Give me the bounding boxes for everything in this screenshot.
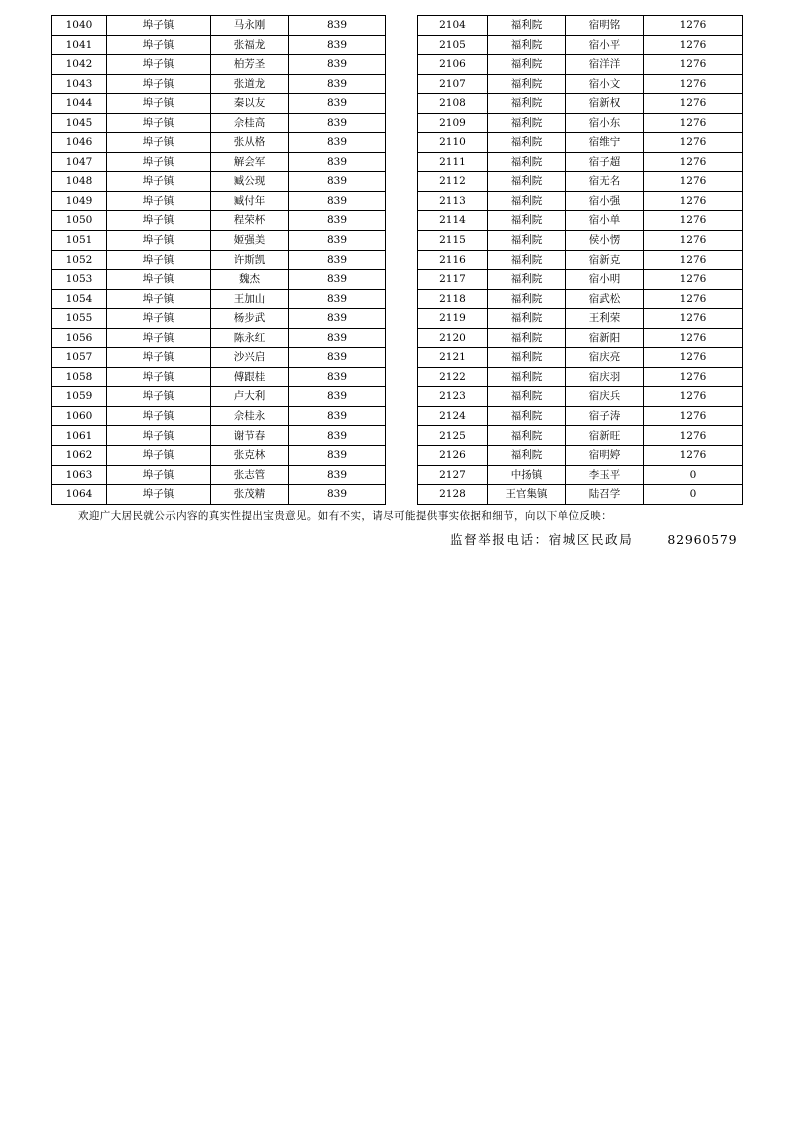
table-row — [418, 35, 743, 55]
record-id-cell: 2124 — [418, 406, 488, 426]
resident-name-cell: 谢节春 — [211, 426, 289, 446]
table-row — [52, 55, 386, 75]
township-cell: 福利院 — [488, 113, 566, 133]
record-id-cell: 2123 — [418, 387, 488, 407]
table-row — [52, 211, 386, 231]
township-cell: 王官集镇 — [488, 485, 566, 505]
amount-cell: 1276 — [644, 406, 743, 426]
township-cell: 埠子镇 — [107, 133, 211, 153]
amount-cell: 839 — [289, 172, 386, 192]
amount-cell: 839 — [289, 35, 386, 55]
resident-name-cell: 宿小强 — [566, 191, 644, 211]
resident-name-cell: 侯小愣 — [566, 231, 644, 251]
amount-cell: 1276 — [644, 270, 743, 290]
table-row — [52, 191, 386, 211]
record-id-cell: 1041 — [52, 35, 107, 55]
resident-name-cell: 宿子涛 — [566, 406, 644, 426]
right-roster-table — [417, 15, 743, 505]
township-cell: 埠子镇 — [107, 348, 211, 368]
record-id-cell: 1051 — [52, 231, 107, 251]
amount-cell: 839 — [289, 133, 386, 153]
table-row — [52, 270, 386, 290]
amount-cell: 839 — [289, 465, 386, 485]
record-id-cell: 2128 — [418, 485, 488, 505]
resident-name-cell: 傅跟桂 — [211, 367, 289, 387]
record-id-cell: 2127 — [418, 465, 488, 485]
hotline-line — [450, 530, 737, 548]
table-row — [52, 289, 386, 309]
table-row — [418, 289, 743, 309]
record-id-cell: 1044 — [52, 94, 107, 114]
resident-name-cell: 宿庆羽 — [566, 367, 644, 387]
record-id-cell: 2108 — [418, 94, 488, 114]
resident-name-cell: 宿武松 — [566, 289, 644, 309]
township-cell: 埠子镇 — [107, 172, 211, 192]
record-id-cell: 2107 — [418, 74, 488, 94]
resident-name-cell: 宿小东 — [566, 113, 644, 133]
record-id-cell: 1063 — [52, 465, 107, 485]
record-id-cell: 2117 — [418, 270, 488, 290]
resident-name-cell: 臧公现 — [211, 172, 289, 192]
resident-name-cell: 卢大利 — [211, 387, 289, 407]
table-row — [52, 387, 386, 407]
resident-name-cell: 宿小平 — [566, 35, 644, 55]
resident-name-cell: 杨步武 — [211, 309, 289, 329]
record-id-cell: 2120 — [418, 328, 488, 348]
record-id-cell: 1046 — [52, 133, 107, 153]
table-row — [418, 55, 743, 75]
resident-name-cell: 张克林 — [211, 446, 289, 466]
amount-cell: 839 — [289, 211, 386, 231]
record-id-cell: 2114 — [418, 211, 488, 231]
record-id-cell: 1054 — [52, 289, 107, 309]
record-id-cell: 1055 — [52, 309, 107, 329]
amount-cell: 1276 — [644, 74, 743, 94]
amount-cell: 839 — [289, 387, 386, 407]
amount-cell: 839 — [289, 367, 386, 387]
township-cell: 埠子镇 — [107, 231, 211, 251]
amount-cell: 1276 — [644, 289, 743, 309]
table-row — [52, 113, 386, 133]
table-row — [52, 367, 386, 387]
amount-cell: 839 — [289, 446, 386, 466]
resident-name-cell: 宿庆兵 — [566, 387, 644, 407]
township-cell: 埠子镇 — [107, 74, 211, 94]
amount-cell: 1276 — [644, 133, 743, 153]
record-id-cell: 2105 — [418, 35, 488, 55]
feedback-note: 欢迎广大居民就公示内容的真实性提出宝贵意见。如有不实，请尽可能提供事实依据和细节，向以下单位反映： — [78, 510, 613, 522]
record-id-cell: 1045 — [52, 113, 107, 133]
township-cell: 福利院 — [488, 133, 566, 153]
amount-cell: 1276 — [644, 309, 743, 329]
township-cell: 埠子镇 — [107, 446, 211, 466]
township-cell: 埠子镇 — [107, 367, 211, 387]
record-id-cell: 2113 — [418, 191, 488, 211]
amount-cell: 1276 — [644, 172, 743, 192]
table-row — [418, 172, 743, 192]
record-id-cell: 2111 — [418, 152, 488, 172]
record-id-cell: 2116 — [418, 250, 488, 270]
left-roster-table — [51, 15, 386, 505]
record-id-cell: 2110 — [418, 133, 488, 153]
amount-cell: 1276 — [644, 211, 743, 231]
township-cell: 福利院 — [488, 191, 566, 211]
amount-cell: 1276 — [644, 446, 743, 466]
table-row — [418, 270, 743, 290]
amount-cell: 839 — [289, 55, 386, 75]
township-cell: 埠子镇 — [107, 152, 211, 172]
amount-cell: 839 — [289, 16, 386, 36]
township-cell: 福利院 — [488, 348, 566, 368]
table-row — [52, 348, 386, 368]
resident-name-cell: 宿明铭 — [566, 16, 644, 36]
resident-name-cell: 程荣杯 — [211, 211, 289, 231]
resident-name-cell: 秦以友 — [211, 94, 289, 114]
township-cell: 福利院 — [488, 328, 566, 348]
amount-cell: 839 — [289, 406, 386, 426]
township-cell: 福利院 — [488, 94, 566, 114]
table-row — [52, 406, 386, 426]
table-row — [418, 387, 743, 407]
table-row — [418, 426, 743, 446]
township-cell: 埠子镇 — [107, 309, 211, 329]
township-cell: 埠子镇 — [107, 289, 211, 309]
resident-name-cell: 姬强美 — [211, 231, 289, 251]
resident-name-cell: 王加山 — [211, 289, 289, 309]
amount-cell: 839 — [289, 270, 386, 290]
resident-name-cell: 马永刚 — [211, 16, 289, 36]
township-cell: 埠子镇 — [107, 113, 211, 133]
table-row — [418, 133, 743, 153]
table-row — [52, 35, 386, 55]
table-row — [418, 348, 743, 368]
amount-cell: 1276 — [644, 387, 743, 407]
table-row — [52, 446, 386, 466]
resident-name-cell: 魏杰 — [211, 270, 289, 290]
table-row — [418, 94, 743, 114]
table-row — [52, 74, 386, 94]
record-id-cell: 2119 — [418, 309, 488, 329]
amount-cell: 0 — [644, 485, 743, 505]
record-id-cell: 2122 — [418, 367, 488, 387]
table-row — [52, 231, 386, 251]
record-id-cell: 1052 — [52, 250, 107, 270]
table-row — [418, 465, 743, 485]
record-id-cell: 1053 — [52, 270, 107, 290]
amount-cell: 839 — [289, 250, 386, 270]
record-id-cell: 1059 — [52, 387, 107, 407]
table-row — [52, 172, 386, 192]
amount-cell: 0 — [644, 465, 743, 485]
amount-cell: 839 — [289, 74, 386, 94]
township-cell: 福利院 — [488, 250, 566, 270]
amount-cell: 839 — [289, 94, 386, 114]
township-cell: 中扬镇 — [488, 465, 566, 485]
township-cell: 福利院 — [488, 211, 566, 231]
record-id-cell: 1056 — [52, 328, 107, 348]
record-id-cell: 1061 — [52, 426, 107, 446]
table-row — [52, 152, 386, 172]
record-id-cell: 1062 — [52, 446, 107, 466]
amount-cell: 1276 — [644, 55, 743, 75]
resident-name-cell: 宿庆亮 — [566, 348, 644, 368]
township-cell: 福利院 — [488, 74, 566, 94]
record-id-cell: 2104 — [418, 16, 488, 36]
resident-name-cell: 王利荣 — [566, 309, 644, 329]
amount-cell: 1276 — [644, 231, 743, 251]
table-row — [418, 152, 743, 172]
record-id-cell: 1049 — [52, 191, 107, 211]
township-cell: 福利院 — [488, 446, 566, 466]
table-row — [52, 133, 386, 153]
resident-name-cell: 宿子超 — [566, 152, 644, 172]
township-cell: 福利院 — [488, 16, 566, 36]
amount-cell: 1276 — [644, 191, 743, 211]
resident-name-cell: 宿维宁 — [566, 133, 644, 153]
township-cell: 埠子镇 — [107, 387, 211, 407]
amount-cell: 1276 — [644, 367, 743, 387]
hotline-label: 监督举报电话：宿城区民政局 — [450, 532, 634, 547]
resident-name-cell: 解会军 — [211, 152, 289, 172]
township-cell: 福利院 — [488, 309, 566, 329]
amount-cell: 839 — [289, 231, 386, 251]
township-cell: 埠子镇 — [107, 250, 211, 270]
resident-name-cell: 许斯凯 — [211, 250, 289, 270]
table-row — [52, 250, 386, 270]
resident-name-cell: 宿小文 — [566, 74, 644, 94]
amount-cell: 1276 — [644, 328, 743, 348]
resident-name-cell: 张福龙 — [211, 35, 289, 55]
township-cell: 福利院 — [488, 172, 566, 192]
amount-cell: 1276 — [644, 94, 743, 114]
township-cell: 福利院 — [488, 387, 566, 407]
township-cell: 埠子镇 — [107, 191, 211, 211]
amount-cell: 1276 — [644, 426, 743, 446]
amount-cell: 1276 — [644, 16, 743, 36]
left-roster-body — [52, 16, 386, 505]
table-row — [418, 328, 743, 348]
record-id-cell: 1048 — [52, 172, 107, 192]
township-cell: 福利院 — [488, 289, 566, 309]
township-cell: 埠子镇 — [107, 426, 211, 446]
table-row — [418, 16, 743, 36]
table-row — [418, 485, 743, 505]
township-cell: 福利院 — [488, 35, 566, 55]
record-id-cell: 1060 — [52, 406, 107, 426]
amount-cell: 839 — [289, 113, 386, 133]
township-cell: 埠子镇 — [107, 55, 211, 75]
resident-name-cell: 宿新克 — [566, 250, 644, 270]
resident-name-cell: 宿洋洋 — [566, 55, 644, 75]
amount-cell: 1276 — [644, 35, 743, 55]
amount-cell: 1276 — [644, 348, 743, 368]
table-row — [418, 191, 743, 211]
amount-cell: 839 — [289, 289, 386, 309]
resident-name-cell: 张茂精 — [211, 485, 289, 505]
amount-cell: 839 — [289, 152, 386, 172]
record-id-cell: 2121 — [418, 348, 488, 368]
table-row — [418, 309, 743, 329]
resident-name-cell: 陈永红 — [211, 328, 289, 348]
amount-cell: 1276 — [644, 152, 743, 172]
table-row — [52, 426, 386, 446]
record-id-cell: 2118 — [418, 289, 488, 309]
resident-name-cell: 宿无名 — [566, 172, 644, 192]
township-cell: 福利院 — [488, 55, 566, 75]
table-row — [52, 309, 386, 329]
record-id-cell: 2126 — [418, 446, 488, 466]
hotline-number: 82960579 — [667, 532, 738, 547]
table-row — [418, 406, 743, 426]
township-cell: 福利院 — [488, 152, 566, 172]
right-roster-body — [418, 16, 743, 505]
township-cell: 埠子镇 — [107, 211, 211, 231]
township-cell: 福利院 — [488, 406, 566, 426]
record-id-cell: 2125 — [418, 426, 488, 446]
table-row — [418, 250, 743, 270]
table-row — [418, 231, 743, 251]
resident-name-cell: 宿新旺 — [566, 426, 644, 446]
record-id-cell: 2115 — [418, 231, 488, 251]
township-cell: 埠子镇 — [107, 328, 211, 348]
township-cell: 埠子镇 — [107, 16, 211, 36]
township-cell: 福利院 — [488, 367, 566, 387]
amount-cell: 839 — [289, 309, 386, 329]
amount-cell: 1276 — [644, 250, 743, 270]
amount-cell: 839 — [289, 426, 386, 446]
resident-name-cell: 宿小明 — [566, 270, 644, 290]
record-id-cell: 1042 — [52, 55, 107, 75]
resident-name-cell: 佘桂高 — [211, 113, 289, 133]
record-id-cell: 1058 — [52, 367, 107, 387]
resident-name-cell: 沙兴启 — [211, 348, 289, 368]
table-row — [418, 367, 743, 387]
township-cell: 福利院 — [488, 231, 566, 251]
township-cell: 埠子镇 — [107, 35, 211, 55]
table-row — [52, 485, 386, 505]
resident-name-cell: 宿新权 — [566, 94, 644, 114]
resident-name-cell: 张从格 — [211, 133, 289, 153]
record-id-cell: 2106 — [418, 55, 488, 75]
amount-cell: 839 — [289, 328, 386, 348]
table-row — [52, 465, 386, 485]
table-row — [418, 113, 743, 133]
resident-name-cell: 张志管 — [211, 465, 289, 485]
record-id-cell: 2112 — [418, 172, 488, 192]
table-row — [52, 94, 386, 114]
record-id-cell: 2109 — [418, 113, 488, 133]
amount-cell: 839 — [289, 348, 386, 368]
township-cell: 埠子镇 — [107, 485, 211, 505]
township-cell: 埠子镇 — [107, 94, 211, 114]
resident-name-cell: 佘桂永 — [211, 406, 289, 426]
amount-cell: 839 — [289, 191, 386, 211]
resident-name-cell: 宿新阳 — [566, 328, 644, 348]
resident-name-cell: 臧付年 — [211, 191, 289, 211]
resident-name-cell: 张道龙 — [211, 74, 289, 94]
township-cell: 埠子镇 — [107, 465, 211, 485]
table-row — [418, 446, 743, 466]
record-id-cell: 1040 — [52, 16, 107, 36]
resident-name-cell: 柏芳圣 — [211, 55, 289, 75]
table-row — [418, 74, 743, 94]
township-cell: 埠子镇 — [107, 270, 211, 290]
amount-cell: 1276 — [644, 113, 743, 133]
record-id-cell: 1050 — [52, 211, 107, 231]
resident-name-cell: 李玉平 — [566, 465, 644, 485]
resident-name-cell: 宿明婷 — [566, 446, 644, 466]
record-id-cell: 1064 — [52, 485, 107, 505]
township-cell: 福利院 — [488, 270, 566, 290]
table-row — [418, 211, 743, 231]
township-cell: 埠子镇 — [107, 406, 211, 426]
record-id-cell: 1047 — [52, 152, 107, 172]
resident-name-cell: 宿小单 — [566, 211, 644, 231]
table-row — [52, 328, 386, 348]
township-cell: 福利院 — [488, 426, 566, 446]
record-id-cell: 1057 — [52, 348, 107, 368]
amount-cell: 839 — [289, 485, 386, 505]
record-id-cell: 1043 — [52, 74, 107, 94]
table-row — [52, 16, 386, 36]
resident-name-cell: 陆召学 — [566, 485, 644, 505]
